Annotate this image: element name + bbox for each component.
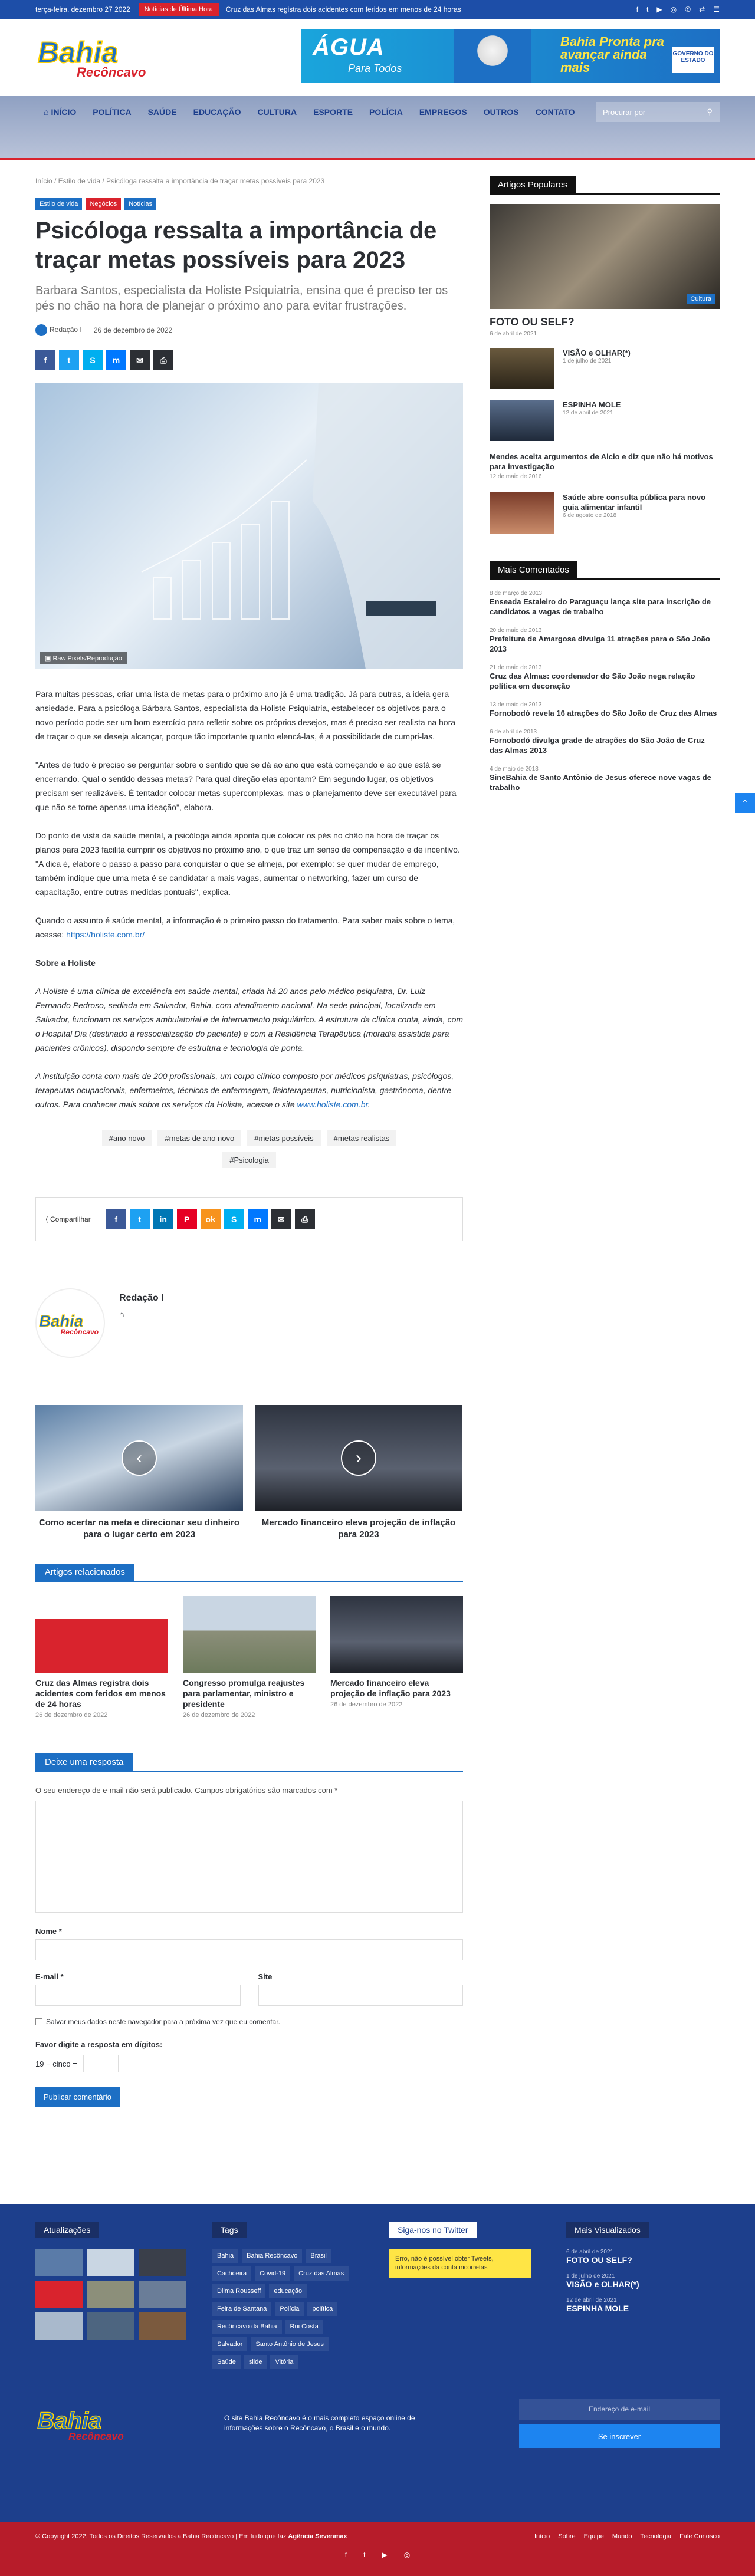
menu-icon[interactable]: ☰ (713, 5, 720, 14)
next-post[interactable] (255, 1405, 462, 1541)
youtube-icon[interactable]: ▶ (656, 5, 662, 14)
footer-tag[interactable]: Rui Costa (285, 2320, 323, 2334)
post-date: 26 de dezembro de 2022 (93, 326, 173, 334)
popular-text-title: Mendes aceita argumentos de Alcio e diz que não há motivos para investigação (490, 452, 713, 471)
about-paragraph: A Holiste é uma clínica de excelência em saúde mental, criada há 20 anos pelo médico psiquiatra, Dr. Luiz Fernando Pedroso, sediada em Salvador, Bahia, com atendimento nacional. Na sede principal, localizada em Salvador, funcionam os serviços ambulatorial e de internamento psiquiátrico. A estrutura da clínica conta, ainda, com o Hospital Dia (destinado à ressocialização do paciente) e com a Residência Terapêutica (moradia assistida para pacientes crônicos), dispondo sempre de estrutura e tecnologia de ponta. (35, 986, 464, 1052)
footer-tag[interactable]: Recôncavo da Bahia (212, 2320, 282, 2334)
chevron-right-icon[interactable]: › (341, 1440, 376, 1476)
whatsapp-icon[interactable]: ✆ (685, 5, 691, 14)
footer-tag[interactable]: educação (269, 2284, 307, 2298)
related-heading (35, 1564, 463, 1582)
popular-date: 1 de julho de 2021 (563, 358, 612, 364)
nav-item[interactable]: POLÍTICA (93, 107, 132, 117)
social-links (636, 5, 720, 14)
top-bar (0, 0, 755, 19)
featured-image (35, 383, 463, 669)
pinterest-share-button[interactable]: P (177, 1209, 197, 1229)
most-commented-item[interactable] (490, 627, 720, 654)
popular-thumb (490, 492, 554, 534)
linkedin-share-button[interactable]: in (153, 1209, 173, 1229)
twitter-icon[interactable]: t (363, 2551, 366, 2559)
submit-comment-button[interactable]: Publicar comentário (35, 2087, 120, 2107)
holiste-link[interactable]: https://holiste.com.br/ (66, 930, 145, 939)
most-commented-heading (490, 562, 720, 580)
messenger-share-button[interactable]: m (106, 350, 126, 370)
messenger-share-button[interactable]: m (248, 1209, 268, 1229)
footer-tags-heading: Tags (212, 2222, 247, 2238)
footer-link[interactable]: Início (534, 2533, 550, 2540)
facebook-share-button[interactable]: f (106, 1209, 126, 1229)
tag-link[interactable]: #ano novo (102, 1130, 152, 1146)
previous-post-image (35, 1405, 243, 1511)
mv-title[interactable]: VISÃO e OLHAR(*) (566, 2279, 639, 2289)
popular-featured-title[interactable]: FOTO OU SELF? (490, 316, 575, 328)
nav-item[interactable]: ESPORTE (313, 107, 353, 117)
popular-category[interactable]: Cultura (687, 294, 715, 304)
most-commented-item[interactable] (490, 702, 720, 718)
author-box (35, 1288, 463, 1358)
breaking-news-label: Notícias de Última Hora (139, 3, 219, 16)
related-title: Cruz das Almas registra dois acidentes com feridos em menos de 24 horas (35, 1678, 166, 1709)
reply-heading-text: Deixe uma resposta (35, 1753, 133, 1771)
popular-item[interactable] (490, 348, 720, 389)
category-badge[interactable]: Estilo de vida (35, 198, 82, 210)
update-thumb[interactable] (87, 2312, 134, 2340)
breaking-news-link[interactable]: Cruz das Almas registra dois acidentes com feridos em menos de 24 horas (225, 5, 461, 14)
item-date: 4 de maio de 2013 (490, 766, 539, 772)
paragraph: "Antes de tudo é preciso se perguntar sobre o sentido que se dá ao ano que está começando e ao que está se encerrando. Qual o sentido dessas metas? Para qual direção elas apontam? Em segundo lugar, os objetivos precisam ser realizáveis. É tentador colocar metas supercomplexas, mas o planejamento deve ser executável para que não se torne apenas uma ideação", elabora. (35, 760, 457, 812)
newsletter (519, 2399, 720, 2448)
update-thumb[interactable] (139, 2312, 186, 2340)
update-thumb[interactable] (87, 2281, 134, 2308)
logo-sub: Recôncavo (77, 65, 146, 80)
popular-text-item[interactable] (490, 452, 720, 482)
banner-title: ÁGUA (313, 34, 385, 60)
copyright-bar (0, 2522, 755, 2576)
footer-twitter-heading: Siga-nos no Twitter (389, 2222, 477, 2238)
popular-thumb (490, 348, 554, 389)
mv-date: 12 de abril de 2021 (566, 2297, 617, 2304)
related-date: 26 de dezembro de 2022 (183, 1712, 255, 1719)
item-date: 21 de maio de 2013 (490, 664, 542, 671)
tag-link[interactable]: #Psicologia (222, 1152, 276, 1168)
update-thumb[interactable] (35, 2249, 83, 2276)
paragraph-text: Quando o assunto é saúde mental, a informação é o primeiro passo do tratamento. Para saber mais sobre o tema, acesse: (35, 916, 455, 939)
related-image (330, 1596, 463, 1673)
popular-title: Saúde abre consulta pública para novo guia alimentar infantil (563, 493, 706, 512)
footer-tag[interactable]: política (307, 2302, 337, 2316)
share-buttons-bottom (35, 1197, 463, 1241)
chevron-left-icon[interactable]: ‹ (122, 1440, 157, 1476)
item-date: 6 de abril de 2013 (490, 729, 537, 735)
footer-tag[interactable]: Santo Antônio de Jesus (251, 2337, 329, 2351)
agency-link[interactable]: Agência Sevenmax (288, 2533, 347, 2540)
home-icon: ⌂ (44, 107, 49, 117)
banner-photo (454, 29, 531, 83)
save-data-checkbox[interactable] (35, 2018, 463, 2026)
share-icon: ⟨ (45, 1215, 51, 1223)
category-badge[interactable]: Notícias (124, 198, 156, 210)
nav-item[interactable]: CULTURA (257, 107, 297, 117)
subscribe-button[interactable]: Se inscrever (519, 2424, 720, 2448)
nav-item[interactable]: CONTATO (535, 107, 575, 117)
item-title: SineBahia de Santo Antônio de Jesus oferece nove vagas de trabalho (490, 773, 711, 792)
category-badge[interactable]: Negócios (86, 198, 121, 210)
nav-label: INÍCIO (51, 107, 77, 117)
mv-title[interactable]: FOTO OU SELF? (566, 2255, 632, 2265)
popular-heading (490, 177, 720, 195)
holiste-site-link[interactable]: www.holiste.com.br (297, 1100, 368, 1109)
related-item[interactable] (183, 1596, 316, 1719)
popular-date: 6 de agosto de 2018 (563, 512, 617, 519)
twitter-share-button[interactable]: t (130, 1209, 150, 1229)
related-date: 26 de dezembro de 2022 (330, 1701, 403, 1708)
image-credit-text: Raw Pixels/Reprodução (52, 655, 122, 662)
image-credit (40, 652, 127, 664)
footer-link[interactable]: Fale Conosco (680, 2533, 720, 2540)
item-title: Cruz das Almas: coordenador do São João nega relação política em decoração (490, 672, 695, 690)
twitter-icon[interactable]: t (646, 5, 649, 14)
most-commented-item[interactable] (490, 766, 720, 792)
related-title: Mercado financeiro eleva projeção de inflação para 2023 (330, 1678, 451, 1698)
paragraph: Do ponto de vista da saúde mental, a psicóloga ainda aponta que colocar os pés no chão na hora de traçar os planos para 2023 facilita cumprir os objetivos no próximo ano, o que traz um senso de compensação e de incentivo. "A dica é, elabore o passo a passo para conquistar o que se almeja, por exemplo: se quer mudar de emprego, também indique que uma meta é se candidatar a mais vagas, aumentar o networking, fazer um curso de capacitação, entre outras medidas pontuais", explica. (35, 831, 460, 897)
skype-share-button[interactable]: S (83, 350, 103, 370)
update-thumb[interactable] (35, 2312, 83, 2340)
chevron-up-icon: ⌃ (741, 798, 749, 808)
footer-tag[interactable]: Polícia (275, 2302, 304, 2316)
footer-social (0, 2551, 755, 2559)
footer-tag[interactable]: Cruz das Almas (294, 2266, 349, 2281)
popular-thumb (490, 400, 554, 441)
mv-date: 1 de julho de 2021 (566, 2273, 615, 2279)
footer-logo-sub: Recôncavo (68, 2430, 124, 2442)
nav-item[interactable]: SAÚDE (147, 107, 177, 117)
print-button[interactable]: ⎙ (153, 350, 173, 370)
related-articles (35, 1596, 463, 1719)
facebook-icon[interactable]: f (344, 2551, 347, 2559)
tag-link[interactable]: #metas possíveis (247, 1130, 320, 1146)
popular-featured-image[interactable] (490, 204, 720, 309)
name-field[interactable] (35, 1939, 463, 1960)
popular-date: 12 de abril de 2021 (563, 410, 613, 416)
tag-link[interactable]: #metas de ano novo (157, 1130, 241, 1146)
share-label-text: Compartilhar (50, 1215, 91, 1223)
popular-featured-date: 6 de abril de 2021 (490, 331, 537, 337)
most-commented-item[interactable] (490, 590, 720, 617)
next-post-title: Mercado financeiro eleva projeção de inflação para 2023 (261, 1518, 456, 1539)
author-name[interactable]: Redação I (119, 1293, 164, 1303)
tag-link[interactable]: #metas realistas (327, 1130, 397, 1146)
share-label (45, 1215, 91, 1223)
footer-link[interactable]: Sobre (558, 2533, 576, 2540)
popular-text-date: 12 de maio de 2016 (490, 473, 542, 480)
update-thumb[interactable] (87, 2249, 134, 2276)
footer-tag[interactable]: Feira de Santana (212, 2302, 271, 2316)
update-thumb[interactable] (139, 2249, 186, 2276)
growth-chart-illustration (35, 383, 463, 669)
email-share-button[interactable]: ✉ (130, 350, 150, 370)
name-label: Nome * (35, 1927, 62, 1936)
site-logo[interactable] (35, 32, 153, 80)
logo-name: Bahia (38, 36, 119, 69)
copyright-text (35, 2533, 347, 2540)
reply-heading (35, 1754, 463, 1772)
post-tags (84, 1130, 415, 1168)
most-commented-item[interactable] (490, 729, 720, 755)
captcha-label: Favor digite a resposta em dígitos: (35, 2040, 163, 2049)
mv-date: 6 de abril de 2021 (566, 2249, 614, 2255)
camera-icon: ▣ (45, 655, 53, 662)
footer-tag[interactable]: Saúde (212, 2355, 241, 2369)
avatar-logo-name: Bahia (39, 1312, 84, 1331)
footer-link[interactable]: Tecnologia (640, 2533, 672, 2540)
footer-logo[interactable] (35, 2404, 130, 2443)
nav-item[interactable] (35, 107, 84, 117)
footer-tag[interactable]: Covid-19 (255, 2266, 290, 2281)
about-heading (35, 956, 463, 970)
post-navigation (35, 1405, 463, 1541)
update-thumb[interactable] (139, 2281, 186, 2308)
twitter-error: Erro, não é possível obter Tweets, informações da conta incorretas (389, 2249, 531, 2278)
related-item[interactable] (35, 1596, 168, 1719)
instagram-icon[interactable]: ◎ (403, 2551, 411, 2559)
facebook-share-button[interactable]: f (35, 350, 55, 370)
footer-link[interactable]: Equipe (583, 2533, 604, 2540)
email-share-button[interactable]: ✉ (271, 1209, 291, 1229)
mv-title[interactable]: ESPINHA MOLE (566, 2304, 629, 2313)
footer-tag[interactable]: slide (244, 2355, 267, 2369)
search-placeholder: Procurar por (603, 107, 646, 117)
category-badges (35, 198, 463, 210)
next-post-image (255, 1405, 462, 1511)
random-icon[interactable]: ⇄ (699, 5, 705, 14)
avatar-logo-sub: Recôncavo (60, 1328, 99, 1337)
about-paragraph: A instituição conta com mais de 200 profissionais, um corpo clínico composto por médicos psiquiatras, psicólogos, terapeutas ocupacionais, enfermeiros, técnicos de enfermagem, fisioterapeutas, nutricionista, gastrônoma, dentre outros. Para conhecer mais sobre os serviços da Holiste, acesse o site www.holiste.com.br. (35, 1071, 454, 1109)
nav-item[interactable]: EDUCAÇÃO (193, 107, 241, 117)
author-avatar[interactable] (35, 1288, 105, 1358)
skype-share-button[interactable]: S (224, 1209, 244, 1229)
footer-link[interactable]: Mundo (612, 2533, 632, 2540)
main-nav (0, 96, 755, 160)
item-title: Fornobodó revela 16 atrações do São João de Cruz das Almas (490, 709, 717, 718)
update-thumb[interactable] (35, 2281, 83, 2308)
about-heading-text: Sobre a Holiste (35, 958, 96, 968)
print-button[interactable]: ⎙ (295, 1209, 315, 1229)
footer-tag[interactable]: Salvador (212, 2337, 247, 2351)
related-image (35, 1596, 168, 1673)
related-date: 26 de dezembro de 2022 (35, 1712, 108, 1719)
twitter-share-button[interactable]: t (59, 350, 79, 370)
article-title: Psicóloga ressalta a importância de traçar metas possíveis para 2023 (35, 218, 437, 273)
nav-item[interactable]: EMPREGOS (419, 107, 467, 117)
footer-tags (212, 2249, 354, 2369)
footer-tag[interactable]: Brasil (306, 2249, 331, 2263)
banner-slogan: Bahia Pronta pra avançar ainda mais (560, 34, 665, 75)
most-commented-heading-text: Mais Comentados (490, 561, 577, 579)
footer-about: O site Bahia Recôncavo é o mais completo espaço online de informações sobre o Recôncavo, o Brasil e o mundo. (224, 2414, 415, 2432)
site-footer (0, 2204, 755, 2522)
comment-form (35, 1754, 463, 2107)
site-header (0, 19, 755, 96)
save-data-label: Salvar meus dados neste navegador para a próxima vez que eu comentar. (46, 2018, 280, 2026)
site-label: Site (258, 1972, 273, 1981)
nav-item[interactable]: POLÍCIA (369, 107, 403, 117)
reply-note: O seu endereço de e-mail não será publicado. Campos obrigatórios são marcados com * (35, 1786, 338, 1795)
item-title: Enseada Estaleiro do Paraguaçu lança site para inscrição de candidatos a vagas de trabalho (490, 597, 711, 616)
article (35, 177, 463, 2107)
search-input[interactable] (596, 102, 720, 122)
related-item[interactable] (330, 1596, 463, 1719)
footer-tag[interactable]: Cachoeira (212, 2266, 251, 2281)
popular-item[interactable] (490, 492, 720, 534)
scroll-top-button[interactable] (735, 793, 755, 813)
most-commented-item[interactable] (490, 664, 720, 691)
email-label: E-mail * (35, 1972, 64, 1981)
captcha-field[interactable] (83, 2055, 119, 2072)
nav-item[interactable]: OUTROS (483, 107, 519, 117)
search-icon[interactable]: ⚲ (707, 107, 713, 116)
popular-title: VISÃO e OLHAR(*) (563, 348, 631, 357)
footer-tag[interactable]: Bahia (212, 2249, 238, 2263)
share-buttons-top (35, 350, 463, 370)
newsletter-email-input[interactable]: Endereço de e-mail (519, 2399, 720, 2420)
sidebar (490, 177, 720, 2107)
site-field[interactable] (258, 1985, 464, 2006)
banner-gov-logo: GOVERNO DO ESTADO (672, 47, 714, 73)
related-title: Congresso promulga reajustes para parlamentar, ministro e presidente (183, 1678, 305, 1709)
breadcrumb[interactable]: Início / Estilo de vida / Psicóloga ressalta a importância de traçar metas possíveis para 2023 (35, 177, 325, 185)
item-date: 20 de maio de 2013 (490, 627, 542, 634)
instagram-icon[interactable]: ◎ (670, 5, 677, 14)
most-viewed (566, 2222, 708, 2369)
comment-textarea[interactable] (35, 1801, 463, 1913)
footer-updates-heading: Atualizações (35, 2222, 99, 2238)
youtube-icon[interactable]: ▶ (382, 2551, 388, 2559)
post-meta (35, 324, 463, 336)
facebook-icon[interactable]: f (636, 5, 639, 14)
updates-grid (35, 2249, 195, 2340)
footer-logo-name: Bahia (37, 2407, 102, 2434)
banner-subtitle: Para Todos (348, 62, 402, 74)
checkbox[interactable] (35, 2018, 42, 2025)
footer-tag[interactable]: Dilma Rousseff (212, 2284, 265, 2298)
about-text: A instituição conta com mais de 200 profissionais, um corpo clínico composto por médicos psiquiatras, psicólogos, terapeutas ocupacionais, enfermeiros, técnicos de enfermagem, fisioterapeutas, nutricionista, gastrônoma, dentre outros. Para conhecer mais sobre os serviços da Holiste, acesse o site (35, 1071, 454, 1109)
footer-tag[interactable]: Vitória (270, 2355, 298, 2369)
popular-item[interactable] (490, 400, 720, 441)
related-image (183, 1596, 316, 1673)
previous-post-title: Como acertar na meta e direcionar seu dinheiro para o lugar certo em 2023 (38, 1518, 240, 1539)
copyright-main: © Copyright 2022, Todos os Direitos Reservados a Bahia Recôncavo | Em tudo que faz (35, 2533, 287, 2540)
popular-title: ESPINHA MOLE (563, 400, 621, 409)
item-title: Prefeitura de Amargosa divulga 11 atrações para o São João 2013 (490, 634, 710, 653)
email-field[interactable] (35, 1985, 241, 2006)
author-link[interactable]: Redação I (50, 325, 82, 334)
item-date: 13 de maio de 2013 (490, 702, 542, 708)
paragraph: Para muitas pessoas, criar uma lista de metas para o próximo ano já é uma tradição. Já para outras, a ideia gera ansiedade. Para a psicóloga Bárbara Santos, especialista da Holiste Psiquiatria, estabelecer os objetivos para o novo período pode ser um bom exercício para refletir sobre os próprios desejos, mas é preciso ser realista na hora de traçar o que se deseja alcançar, porque tão importante quanto elencá-las, é a possibilidade de cumpri-las. (35, 689, 456, 741)
home-icon[interactable]: ⌂ (119, 1310, 124, 1319)
article-lead: Barbara Santos, especialista da Holiste Psiquiatria, ensina que é preciso ter os pés no chão na hora de planejar o próximo ano para evitar frustrações. (35, 284, 448, 312)
related-heading-text: Artigos relacionados (35, 1564, 134, 1581)
ad-banner[interactable] (301, 29, 720, 83)
current-date: terça-feira, dezembro 27 2022 (35, 5, 130, 14)
footer-tag[interactable]: Bahia Recôncavo (242, 2249, 302, 2263)
captcha-question: 19 − cinco = (35, 2059, 77, 2068)
author-avatar (35, 324, 47, 336)
previous-post[interactable] (35, 1405, 243, 1541)
paragraph (35, 913, 463, 942)
odnoklassniki-share-button[interactable]: ok (201, 1209, 221, 1229)
item-date: 8 de março de 2013 (490, 590, 542, 597)
popular-heading-text: Artigos Populares (490, 176, 576, 194)
footer-most-viewed-heading: Mais Visualizados (566, 2222, 649, 2238)
item-title: Fornobodó divulga grade de atrações do São João de Cruz das Almas 2013 (490, 736, 705, 755)
